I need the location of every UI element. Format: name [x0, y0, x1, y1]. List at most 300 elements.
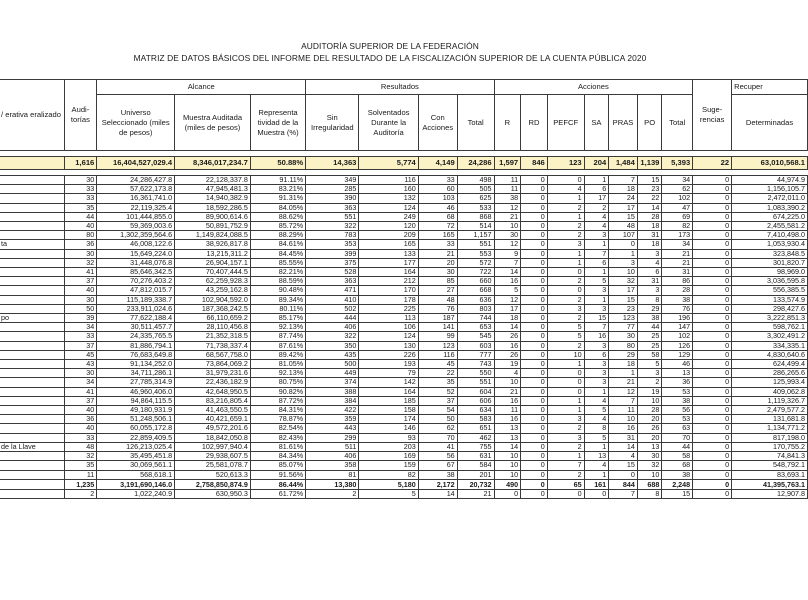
data-cell: 1,149,824,088.5	[175, 231, 251, 240]
data-cell: 1,302,359,564.6	[97, 231, 175, 240]
data-cell: 12,907.8	[732, 489, 808, 498]
data-cell: 49,572,201.6	[175, 424, 251, 433]
entity-cell	[0, 470, 64, 479]
data-cell: 1	[547, 406, 584, 415]
data-cell: 13	[584, 452, 609, 461]
data-cell: 1	[584, 176, 609, 185]
data-cell: 123	[418, 341, 457, 350]
data-cell: 422	[306, 406, 359, 415]
data-cell: 22	[637, 194, 662, 203]
data-cell: 7	[584, 323, 609, 332]
data-cell: 25	[637, 341, 662, 350]
data-cell: 443	[306, 424, 359, 433]
table-row	[0, 249, 808, 258]
data-cell: 174	[359, 415, 418, 424]
data-cell: 41	[418, 442, 457, 451]
entity-cell	[0, 286, 64, 295]
group-alcance: Alcance	[97, 80, 306, 95]
data-cell: 83,216,805.4	[175, 396, 251, 405]
entity-cell	[0, 378, 64, 387]
data-cell: 88.59%	[250, 277, 305, 286]
data-cell: 350	[306, 341, 359, 350]
data-cell: 844	[609, 479, 638, 489]
data-cell: 15	[609, 295, 638, 304]
data-cell: 4	[584, 396, 609, 405]
data-cell: 1	[584, 240, 609, 249]
data-cell: 553	[457, 249, 494, 258]
data-cell: 87.74%	[250, 332, 305, 341]
data-cell: 0	[521, 415, 548, 424]
data-cell: 0	[521, 369, 548, 378]
data-cell: 81	[306, 470, 359, 479]
data-cell: 33	[64, 185, 97, 194]
data-cell: 0	[693, 304, 732, 313]
data-cell: 31,448,076.8	[97, 258, 175, 267]
data-cell: 22,436,182.9	[175, 378, 251, 387]
data-cell: 32	[64, 452, 97, 461]
data-cell: 0	[693, 194, 732, 203]
data-cell: 0	[693, 332, 732, 341]
data-cell: 10	[494, 222, 521, 231]
data-cell: 1,157	[457, 231, 494, 240]
grand-total-row	[0, 157, 808, 170]
data-cell: 37	[418, 396, 457, 405]
entity-cell	[0, 332, 64, 341]
data-cell: 106	[359, 323, 418, 332]
data-cell: 16	[494, 277, 521, 286]
data-cell: 44	[637, 323, 662, 332]
data-cell: 91.11%	[250, 176, 305, 185]
col-sa: SA	[584, 95, 609, 151]
data-cell: 44	[662, 442, 693, 451]
data-cell: 50	[64, 304, 97, 313]
data-cell: 8	[637, 295, 662, 304]
data-cell: 90.48%	[250, 286, 305, 295]
data-cell: 38	[662, 396, 693, 405]
data-cell: 38	[418, 470, 457, 479]
data-cell: 0	[521, 295, 548, 304]
data-cell: 44,974.9	[732, 176, 808, 185]
data-cell: 3	[584, 286, 609, 295]
data-cell: 44	[64, 212, 97, 221]
data-cell: 0	[609, 470, 638, 479]
data-cell: 159	[359, 461, 418, 470]
data-cell: 30	[609, 332, 638, 341]
data-cell: 107	[609, 231, 638, 240]
data-cell: 35	[418, 378, 457, 387]
data-cell: 13	[494, 424, 521, 433]
data-cell: 3	[637, 249, 662, 258]
entity-cell	[0, 231, 64, 240]
data-cell: 286,265.6	[732, 369, 808, 378]
data-cell: 6	[584, 185, 609, 194]
data-cell: 13,380	[306, 479, 359, 489]
data-cell: 0	[584, 489, 609, 498]
col-total-resultados: Total	[457, 95, 494, 151]
data-cell: 196	[662, 314, 693, 323]
data-cell: 0	[693, 396, 732, 405]
data-cell: 1,119,326.7	[732, 396, 808, 405]
data-cell: 299	[306, 433, 359, 442]
data-cell: 5	[359, 489, 418, 498]
data-cell: 80	[64, 231, 97, 240]
data-cell: 0	[547, 489, 584, 498]
data-cell: 1,597	[494, 157, 521, 170]
data-cell: 52	[418, 387, 457, 396]
data-cell: 80	[609, 341, 638, 350]
data-cell: 164	[359, 387, 418, 396]
data-cell: 846	[521, 157, 548, 170]
data-cell: 9	[494, 249, 521, 258]
data-cell: 93	[359, 433, 418, 442]
data-cell: 32	[637, 461, 662, 470]
data-cell: 53	[662, 387, 693, 396]
data-cell: 0	[521, 176, 548, 185]
data-cell: 8,346,017,234.7	[175, 157, 251, 170]
data-cell: 178	[359, 295, 418, 304]
report-subtitle: MATRIZ DE DATOS BÁSICOS DEL INFORME DEL RESULTADO DE LA FISCALIZACIÓN SUPERIOR DE LA CUENTA PÚBLICA 2020	[133, 53, 647, 63]
data-cell: 21	[457, 489, 494, 498]
col-representatividad: Representa tividad de la Muestra (%)	[250, 95, 305, 151]
col-determinadas: Determinadas	[732, 95, 808, 151]
data-cell: 1,484	[609, 157, 638, 170]
data-cell: 359	[306, 415, 359, 424]
data-cell: 511	[306, 442, 359, 451]
data-cell: 165	[418, 231, 457, 240]
col-muestra: Muestra Auditada (miles de pesos)	[175, 95, 251, 151]
data-cell: 598,762.1	[732, 323, 808, 332]
data-cell: 1,134,771.2	[732, 424, 808, 433]
data-cell: 101,444,855.0	[97, 212, 175, 221]
data-cell: 31	[662, 268, 693, 277]
data-cell: 868	[457, 212, 494, 221]
data-cell: 132	[359, 194, 418, 203]
data-cell: 87.72%	[250, 396, 305, 405]
data-cell: 21	[494, 212, 521, 221]
data-cell: 783	[306, 231, 359, 240]
data-cell: 225	[359, 304, 418, 313]
data-cell: 0	[521, 203, 548, 212]
data-cell: 85.72%	[250, 222, 305, 231]
entity-cell	[0, 489, 64, 498]
entity-cell	[0, 277, 64, 286]
col-solventados: Solventados Durante la Auditoría	[359, 95, 418, 151]
col-pefcf: PEFCF	[547, 95, 584, 151]
col-con-acciones: Con Acciones	[418, 95, 457, 151]
data-cell: 11	[494, 185, 521, 194]
data-cell: 146	[359, 424, 418, 433]
data-cell: 147	[662, 323, 693, 332]
data-cell: 660	[457, 277, 494, 286]
data-cell: 10	[494, 470, 521, 479]
data-cell: 65	[547, 479, 584, 489]
data-cell: 33	[418, 240, 457, 249]
entity-cell	[0, 194, 64, 203]
entity-cell	[0, 406, 64, 415]
data-cell: 0	[693, 350, 732, 359]
data-cell: 70,407,444.5	[175, 268, 251, 277]
data-cell: 14	[494, 442, 521, 451]
data-cell: 16	[584, 332, 609, 341]
data-cell: 47,812,015.7	[97, 286, 175, 295]
data-cell: 82.21%	[250, 268, 305, 277]
data-cell: 78.87%	[250, 415, 305, 424]
data-cell: 0	[693, 323, 732, 332]
data-cell: 2,248	[662, 479, 693, 489]
data-cell: 755	[457, 442, 494, 451]
data-cell: 76	[662, 304, 693, 313]
data-cell: 2	[637, 378, 662, 387]
data-cell: 38	[494, 194, 521, 203]
data-cell: 1	[609, 249, 638, 258]
data-cell: 37	[64, 341, 97, 350]
data-cell: 18	[637, 240, 662, 249]
data-cell: 34	[662, 240, 693, 249]
data-cell: 630,950.3	[175, 489, 251, 498]
data-cell: 4	[609, 452, 638, 461]
entity-cell	[0, 258, 64, 267]
data-cell: 0	[521, 314, 548, 323]
data-cell: 3,036,595.8	[732, 277, 808, 286]
data-cell: 13	[637, 442, 662, 451]
data-cell: 3	[584, 378, 609, 387]
data-cell: 18	[637, 222, 662, 231]
data-cell: 502	[306, 304, 359, 313]
entity-cell: de la Llave	[0, 442, 64, 451]
data-cell: 49,180,931.9	[97, 406, 175, 415]
data-cell: 203	[359, 442, 418, 451]
data-cell: 390	[306, 194, 359, 203]
data-cell: 177	[359, 258, 418, 267]
data-cell: 0	[693, 249, 732, 258]
data-cell: 5,393	[662, 157, 693, 170]
data-cell: 0	[521, 461, 548, 470]
data-cell: 14	[418, 489, 457, 498]
data-cell: 16,361,741.0	[97, 194, 175, 203]
data-cell: 28	[637, 212, 662, 221]
data-cell: 624,499.4	[732, 360, 808, 369]
data-cell: 84.61%	[250, 240, 305, 249]
data-cell: 32	[64, 258, 97, 267]
data-cell: 674,225.0	[732, 212, 808, 221]
data-cell: 92.13%	[250, 323, 305, 332]
data-cell: 0	[521, 286, 548, 295]
data-cell: 19	[637, 387, 662, 396]
data-cell: 16	[494, 341, 521, 350]
data-cell: 550	[457, 369, 494, 378]
data-cell: 0	[521, 378, 548, 387]
table-row	[0, 194, 808, 203]
data-cell: 35	[64, 461, 97, 470]
data-cell: 5	[547, 323, 584, 332]
data-cell: 322	[306, 222, 359, 231]
data-cell: 4	[584, 212, 609, 221]
data-cell: 0	[609, 240, 638, 249]
data-cell: 68	[418, 212, 457, 221]
data-cell: 123	[609, 314, 638, 323]
data-cell: 551	[457, 378, 494, 387]
data-cell: 47	[662, 203, 693, 212]
entity-cell	[0, 479, 64, 489]
data-cell: 47,945,481.3	[175, 185, 251, 194]
entity-cell: po	[0, 314, 64, 323]
data-cell: 79	[359, 369, 418, 378]
entity-cell	[0, 185, 64, 194]
data-cell: 3	[584, 231, 609, 240]
data-cell: 0	[693, 277, 732, 286]
data-cell: 15	[609, 212, 638, 221]
data-cell: 7	[547, 461, 584, 470]
data-cell: 120	[359, 222, 418, 231]
entity-cell	[0, 424, 64, 433]
data-cell: 0	[693, 295, 732, 304]
data-cell: 5	[584, 433, 609, 442]
entity-cell	[0, 360, 64, 369]
data-cell: 123	[547, 157, 584, 170]
data-cell: 63	[662, 424, 693, 433]
data-cell: 490	[494, 479, 521, 489]
data-cell: 70	[418, 433, 457, 442]
data-cell: 0	[521, 231, 548, 240]
data-cell: 583	[457, 415, 494, 424]
data-cell: 129	[662, 350, 693, 359]
data-cell: 21	[494, 387, 521, 396]
data-cell: 4	[584, 415, 609, 424]
data-cell: 85	[418, 277, 457, 286]
data-cell: 125,993.4	[732, 378, 808, 387]
data-cell: 3	[609, 258, 638, 267]
data-cell: 651	[457, 424, 494, 433]
data-cell: 233,911,024.6	[97, 304, 175, 313]
data-cell: 161	[584, 479, 609, 489]
data-cell: 0	[693, 185, 732, 194]
data-cell: 92.13%	[250, 369, 305, 378]
group-recuperaciones: Recuper	[732, 80, 808, 95]
data-cell: 743	[457, 360, 494, 369]
data-cell: 631	[457, 452, 494, 461]
data-cell: 249	[359, 212, 418, 221]
data-cell: 0	[693, 415, 732, 424]
table-row	[0, 240, 808, 249]
data-cell: 28	[637, 406, 662, 415]
data-cell: 406	[306, 323, 359, 332]
data-cell: 5,774	[359, 157, 418, 170]
data-cell: 54	[418, 406, 457, 415]
group-acciones: Acciones	[494, 80, 693, 95]
data-cell: 18	[609, 360, 638, 369]
data-cell: 2,472,011.0	[732, 194, 808, 203]
data-cell: 349	[306, 176, 359, 185]
data-cell: 20	[637, 415, 662, 424]
data-matrix-table	[0, 79, 808, 499]
data-cell: 0	[693, 489, 732, 498]
data-cell: 38	[662, 470, 693, 479]
data-cell: 48	[418, 295, 457, 304]
data-cell: 603	[457, 341, 494, 350]
data-cell: 71,738,337.4	[175, 341, 251, 350]
data-cell: 15	[609, 461, 638, 470]
data-cell: 37	[64, 277, 97, 286]
data-cell: 67	[418, 461, 457, 470]
data-cell: 4	[494, 369, 521, 378]
data-cell: 30	[637, 452, 662, 461]
table-row	[0, 378, 808, 387]
data-cell: 3	[637, 369, 662, 378]
data-cell: 298,427.6	[732, 304, 808, 313]
data-cell: 449	[306, 369, 359, 378]
data-cell: 4,149	[418, 157, 457, 170]
entity-cell	[0, 304, 64, 313]
data-cell: 50,891,752.9	[175, 222, 251, 231]
data-cell: 353	[306, 240, 359, 249]
data-cell: 1	[584, 470, 609, 479]
entity-cell	[0, 387, 64, 396]
data-cell: 7	[584, 249, 609, 258]
data-cell: 193	[359, 360, 418, 369]
data-cell: 5	[494, 286, 521, 295]
data-cell: 2	[547, 295, 584, 304]
data-cell: 625	[457, 194, 494, 203]
data-cell: 116	[359, 176, 418, 185]
data-cell: 126	[662, 341, 693, 350]
data-cell: 0	[521, 470, 548, 479]
data-cell: 6	[584, 258, 609, 267]
table-row	[0, 332, 808, 341]
data-cell: 16	[494, 396, 521, 405]
data-cell: 5	[584, 406, 609, 415]
data-cell: 12	[494, 203, 521, 212]
data-cell: 0	[521, 406, 548, 415]
data-cell: 7	[609, 489, 638, 498]
data-cell: 12	[494, 240, 521, 249]
data-cell: 82	[662, 222, 693, 231]
data-cell: 1	[547, 258, 584, 267]
data-cell: 60	[418, 185, 457, 194]
data-cell: 209	[359, 231, 418, 240]
data-cell: 187,368,242.5	[175, 304, 251, 313]
data-cell: 551	[306, 212, 359, 221]
data-cell: 0	[693, 369, 732, 378]
data-cell: 410	[306, 295, 359, 304]
data-cell: 2	[547, 277, 584, 286]
data-cell: 0	[693, 479, 732, 489]
data-cell: 37	[64, 396, 97, 405]
data-cell: 23	[637, 185, 662, 194]
data-cell: 50	[418, 415, 457, 424]
data-cell: 42,648,950.5	[175, 387, 251, 396]
col-auditorias: Audi- torías	[64, 80, 97, 151]
data-cell: 83,693.1	[732, 470, 808, 479]
table-row	[0, 433, 808, 442]
data-cell: 1	[584, 268, 609, 277]
data-cell: 6	[584, 350, 609, 359]
data-cell: 46	[662, 360, 693, 369]
data-cell: 48	[609, 222, 638, 231]
data-cell: 4	[547, 185, 584, 194]
data-cell: 31	[637, 231, 662, 240]
data-cell: 10	[547, 350, 584, 359]
data-cell: 0	[547, 176, 584, 185]
data-cell: 4,830,640.6	[732, 350, 808, 359]
data-cell: 0	[521, 332, 548, 341]
data-cell: 90.82%	[250, 387, 305, 396]
data-cell: 24	[609, 194, 638, 203]
data-cell: 12	[494, 295, 521, 304]
data-cell: 0	[521, 212, 548, 221]
data-cell: 68,567,758.0	[175, 350, 251, 359]
data-cell: 10	[494, 452, 521, 461]
entity-cell	[0, 350, 64, 359]
